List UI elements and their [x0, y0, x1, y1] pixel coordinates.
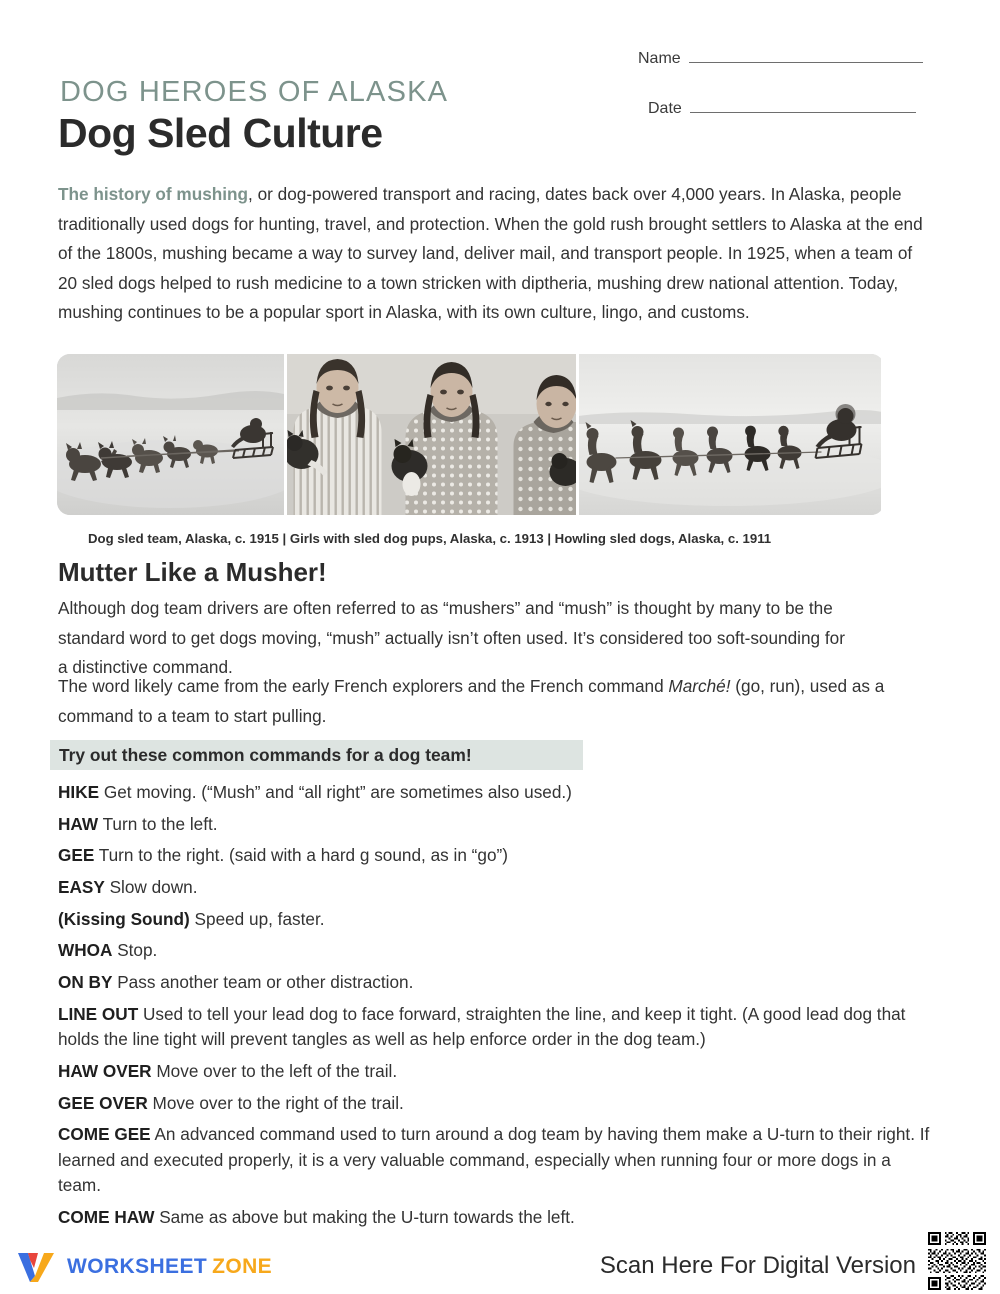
logo-word-zone: ZONE	[212, 1255, 273, 1278]
command-item	[58, 780, 933, 806]
command-definition: Slow down.	[104, 877, 198, 898]
date-field-row	[648, 100, 916, 118]
logo-word-worksheet: WORKSHEET	[67, 1255, 208, 1278]
command-term: HAW	[58, 813, 99, 834]
french-text-before: The word likely came from the early French explorers and the French command	[58, 676, 669, 696]
intro-paragraph	[58, 180, 930, 328]
command-term: GEE	[58, 845, 95, 866]
command-item	[58, 1091, 933, 1117]
command-item	[58, 970, 933, 996]
command-term: (Kissing Sound)	[58, 908, 190, 929]
section-title-mutter-like-a-musher: Mutter Like a Musher!	[58, 557, 327, 587]
command-item	[58, 875, 933, 901]
command-term: ON BY	[58, 972, 113, 993]
command-definition: An advanced command used to turn around a dog team by having them make a U-turn to their right. If learned and executed properly, it is a very valuable command, especially when running four or more dogs in a team.	[58, 1124, 930, 1196]
command-term: HAW OVER	[58, 1061, 152, 1081]
date-write-line[interactable]	[690, 112, 916, 113]
name-field-row	[638, 50, 923, 68]
commands-list	[58, 780, 933, 1237]
logo-w-checkmark-icon	[16, 1250, 58, 1284]
command-definition: Get moving. (“Mush” and “all right” are sometimes also used.)	[99, 782, 572, 802]
command-item	[58, 907, 933, 933]
name-write-line[interactable]	[689, 62, 923, 63]
command-term: LINE OUT	[58, 1003, 139, 1024]
command-term: COME GEE	[58, 1124, 151, 1145]
intro-body: , or dog-powered transport and racing, dates back over 4,000 years. In Alaska, people traditionally used dogs for hunting, travel, and protection. When the gold rush brought settlers to Alaska at the end of the 1800s, mushing became a way to survey land, deliver mail, and transport people. In 1925, when a team of 20 sled dogs helped to rush medicine to a town stricken with diptheria, mushing drew national attention. Today, mushing continues to be a popular sport in Alaska, with its own culture, lingo, and customs.	[58, 184, 923, 322]
command-definition: Move over to the right of the trail.	[147, 1092, 404, 1113]
page-header	[0, 44, 1000, 174]
command-term: COME HAW	[58, 1207, 155, 1228]
photo-girls-with-pups	[284, 354, 576, 515]
musher-paragraph-2	[58, 672, 903, 731]
name-label: Name	[638, 50, 681, 67]
command-definition: Pass another team or other distraction.	[112, 972, 414, 993]
eyebrow-title: DOG HEROES OF ALASKA	[60, 76, 449, 108]
command-definition: Turn to the left.	[98, 813, 218, 834]
command-item	[58, 938, 933, 964]
command-term: WHOA	[58, 940, 113, 961]
french-command-marche: Marché!	[668, 676, 731, 696]
command-definition: Same as above but making the U-turn towards the left.	[154, 1207, 575, 1228]
command-definition: Turn to the right. (said with a hard g sound, as in “go”)	[94, 845, 508, 866]
callout-text: Try out these common commands for a dog team!	[59, 744, 472, 765]
command-item	[58, 1122, 933, 1199]
photo-strip	[57, 354, 884, 515]
date-label: Date	[648, 100, 682, 117]
command-item	[58, 812, 933, 838]
photo-dog-sled-team	[57, 354, 284, 515]
scan-prompt-text: Scan Here For Digital Version	[599, 1252, 916, 1279]
command-definition: Used to tell your lead dog to face forward, straighten the line, and keep it tight. (A good lead dog that holds the line tight will prevent tangles as well as help enforce order in the dog team.)	[58, 1003, 906, 1050]
command-item	[58, 843, 933, 869]
worksheet-zone-logo[interactable]	[16, 1250, 272, 1284]
command-term: EASY	[58, 877, 105, 898]
command-term: GEE OVER	[58, 1092, 148, 1113]
page-title: Dog Sled Culture	[58, 110, 383, 156]
musher-paragraph-1: Although dog team drivers are often referred to as “mushers” and “mush” is thought by many to be the standard word to get dogs moving, “mush” actually isn’t often used. It’s considered too soft-sounding for a distinctive command.	[58, 598, 845, 677]
french-text-after: (go, run), used as a command to a team to start pulling.	[58, 676, 885, 726]
intro-lead-in: The history of mushing	[58, 184, 249, 204]
command-term: HIKE	[58, 782, 100, 802]
photo-caption: Dog sled team, Alaska, c. 1915 | Girls with sled dog pups, Alaska, c. 1913 | Howling sled dogs, Alaska, c. 1911	[88, 531, 772, 546]
photo-howling-sled-dogs	[576, 354, 881, 515]
command-definition: Move over to the left of the trail.	[151, 1061, 398, 1081]
logo-text	[67, 1255, 272, 1279]
callout-band	[50, 740, 583, 770]
command-definition: Speed up, faster.	[189, 908, 325, 929]
command-item	[58, 1059, 933, 1085]
command-definition: Stop.	[112, 940, 158, 961]
qr-code[interactable]	[926, 1230, 988, 1292]
page-footer	[0, 1226, 1000, 1294]
command-item	[58, 1002, 933, 1053]
